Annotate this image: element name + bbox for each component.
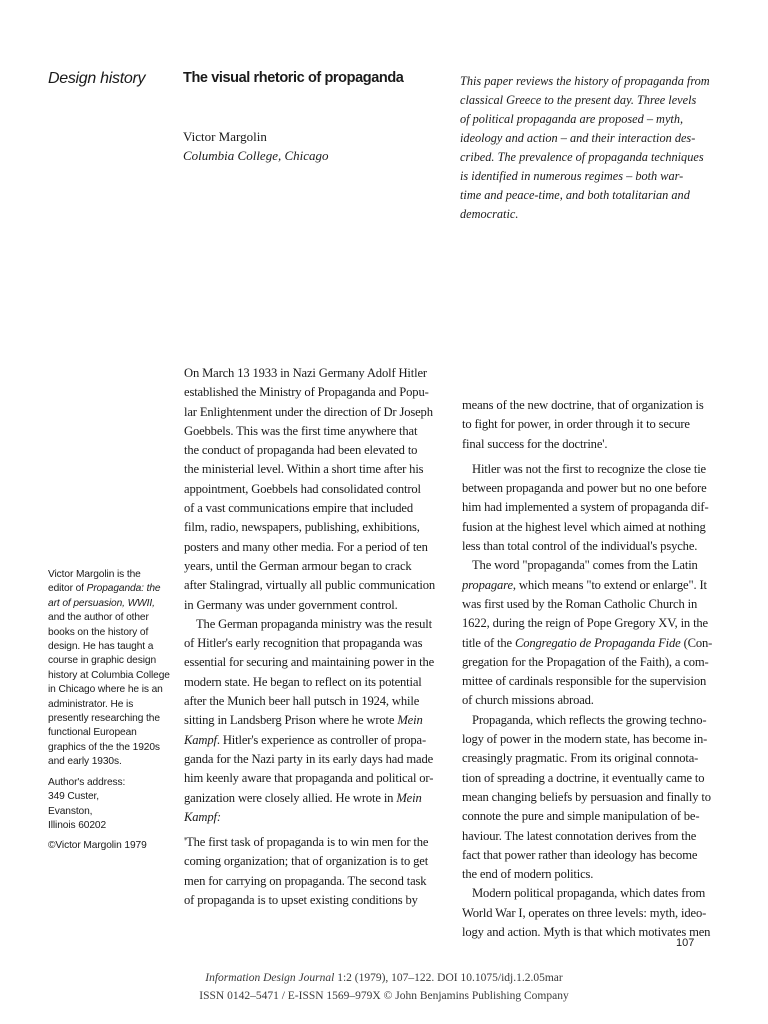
text-line: The German propaganda ministry was the result: [196, 616, 432, 631]
text-line: connote the pure and simple manipulation of be-: [462, 809, 700, 824]
bio-line: graphics of the the 1920s: [48, 741, 160, 753]
bio-line: presently researching the: [48, 713, 160, 725]
section-label: Design history: [48, 70, 146, 87]
text-line: fact that power rather than ideology has become: [462, 847, 698, 862]
text-line: established the Ministry of Propaganda and Popu-: [184, 385, 429, 400]
text-line: ganda for the Nazi party in its early days had made: [184, 751, 434, 766]
abstract-line: cribed. The prevalence of propaganda techniques: [460, 150, 704, 164]
text-line: less than total control of the individual's psyche.: [462, 539, 698, 554]
bio-line: and early 1930s.: [48, 756, 122, 768]
bio-line: course in graphic design: [48, 655, 157, 667]
text-line: haviour. The latest connotation derives from the: [462, 828, 697, 843]
text-line: title of the Congregatio de Propaganda Fide (Con-: [462, 635, 713, 650]
text-line: between propaganda and power but no one before: [462, 481, 707, 496]
abstract-line: of political propaganda are proposed – myth,: [460, 112, 684, 126]
quote-paragraph: [184, 833, 454, 910]
text-line: in Germany was under government control.: [184, 597, 398, 612]
text-line: after Stalingrad, virtually all public communication: [184, 578, 435, 593]
text-line: after the Munich beer hall putsch in 1924, while: [184, 694, 420, 709]
text-line: him had implemented a system of propaganda dif-: [462, 500, 709, 515]
text-line: lar Enlightenment under the direction of Dr Joseph: [184, 404, 433, 419]
journal-name: Information Design Journal: [205, 972, 335, 984]
copyright-note: ©Victor Margolin 1979: [48, 840, 147, 852]
text-line: Goebbels. This was the first time anywhere that: [184, 423, 418, 438]
text-line: to fight for power, in order through it to secure: [462, 417, 690, 432]
text-line: posters and many other media. For a period of ten: [184, 539, 428, 554]
abstract: [460, 72, 732, 224]
text-line: fusion at the highest level which aimed at nothing: [462, 519, 706, 534]
abstract-line: This paper reviews the history of propaganda from: [460, 74, 710, 88]
paragraph: [462, 396, 732, 454]
author-name: Victor Margolin: [183, 129, 267, 144]
text-line: Modern political propaganda, which dates from: [472, 886, 706, 901]
article-title: The visual rhetoric of propaganda: [183, 70, 404, 86]
text-line: men for carrying on propaganda. The second task: [184, 873, 427, 888]
bio-line: and the author of other: [48, 612, 149, 624]
text-line: Hitler was not the first to recognize the close tie: [472, 461, 706, 476]
text-line: tion of spreading a doctrine, it eventually came to: [462, 770, 705, 785]
text-line: of Hitler's early recognition that propaganda was: [184, 636, 423, 651]
text-line: the conduct of propaganda had been elevated to: [184, 443, 418, 458]
bio-line: functional European: [48, 727, 137, 739]
text-line: mean changing beliefs by persuasion and finally to: [462, 789, 711, 804]
abstract-line: is identified in numerous regimes – both war-: [460, 169, 684, 183]
footer-citation: [0, 972, 768, 984]
text-line: sitting in Landsberg Prison where he wrote Mein: [184, 713, 423, 728]
text-line: logy of power in the modern state, has become in-: [462, 732, 708, 747]
text-line: creasingly pragmatic. From its original connota-: [462, 751, 699, 766]
text-line: the end of modern politics.: [462, 867, 594, 882]
text-line: World War I, operates on three levels: myth, ideo-: [462, 905, 707, 920]
body-column-right: [462, 396, 732, 942]
bio-line: design. He has taught a: [48, 641, 154, 653]
text-line: was first used by the Roman Catholic Church in: [462, 596, 698, 611]
abstract-line: classical Greece to the present day. Three levels: [460, 93, 697, 107]
text-line: of church missions abroad.: [462, 693, 594, 708]
text-line: film, radio, newspapers, publishing, exhibitions,: [184, 520, 420, 535]
bio-line: art of persuasion, WWII,: [48, 597, 155, 609]
author-bio: [48, 568, 176, 770]
text-line: modern state. He began to reflect on its potential: [184, 674, 422, 689]
text-line: the ministerial level. Within a short time after his: [184, 462, 424, 477]
text-line: The word "propaganda" comes from the Latin: [472, 558, 698, 573]
text-line: essential for securing and maintaining power in the: [184, 655, 435, 670]
text-line: mittee of cardinals responsible for the supervision: [462, 674, 707, 689]
text-line: Kampf:: [184, 809, 221, 824]
text-line: him keenly aware that propaganda and political or-: [184, 771, 434, 786]
paragraph: [184, 615, 454, 827]
text-line: of a vast communications empire that included: [184, 501, 413, 516]
text-line: years, until the German armour began to crack: [184, 558, 412, 573]
text-line: propagare, which means "to extend or enlarge". It: [462, 577, 707, 592]
bio-line: editor of Propaganda: the: [48, 583, 161, 595]
page-number: 107: [676, 937, 695, 949]
author-affiliation: Columbia College, Chicago: [183, 148, 329, 163]
bio-line: history at Columbia College: [48, 669, 170, 681]
address-line: Illinois 60202: [48, 819, 107, 831]
address-line: Evanston,: [48, 805, 93, 817]
text-line: logy and action. Myth is that which motivates men: [462, 925, 711, 940]
abstract-line: democratic.: [460, 207, 519, 221]
paragraph: [462, 460, 732, 556]
paragraph: [462, 884, 732, 942]
paragraph: [462, 556, 732, 710]
citation-details: 1:2 (1979), 107–122. DOI 10.1075/idj.1.2.05mar: [334, 972, 563, 984]
body-column-left: [184, 364, 454, 910]
text-line: coming organization; that of organization is to get: [184, 854, 429, 869]
text-line: On March 13 1933 in Nazi Germany Adolf Hitler: [184, 366, 427, 380]
text-line: Kampf. Hitler's experience as controller of propa-: [184, 732, 427, 747]
text-line: means of the new doctrine, that of organization is: [462, 398, 704, 412]
text-line: 'The first task of propaganda is to win men for the: [184, 835, 429, 850]
text-line: of propaganda is to upset existing conditions by: [184, 893, 418, 908]
footer-issn: ISSN 0142–5471 / E-ISSN 1569–979X © John Benjamins Publishing Company: [199, 990, 569, 1002]
text-line: ganization were closely allied. He wrote in Mein: [184, 790, 422, 805]
abstract-line: ideology and action – and their interaction des-: [460, 131, 696, 145]
bio-line: books on the history of: [48, 626, 149, 638]
text-line: gregation for the Propagation of the Faith), a com-: [462, 654, 709, 669]
bio-line: Victor Margolin is the: [48, 569, 141, 580]
paragraph: [462, 711, 732, 885]
bio-line: in Chicago where he is an: [48, 684, 163, 696]
paragraph: [184, 364, 454, 615]
address-line: Author's address:: [48, 776, 126, 788]
author-address: [48, 776, 176, 834]
text-line: 1622, during the reign of Pope Gregory XV, in the: [462, 616, 709, 631]
bio-line: administrator. He is: [48, 698, 134, 710]
text-line: final success for the doctrine'.: [462, 436, 608, 451]
author-sidebar: [48, 568, 176, 860]
text-line: Propaganda, which reflects the growing techno-: [472, 712, 707, 727]
address-line: 349 Custer,: [48, 791, 100, 803]
text-line: appointment, Goebbels had consolidated control: [184, 481, 421, 496]
abstract-line: time and peace-time, and both totalitarian and: [460, 188, 690, 202]
